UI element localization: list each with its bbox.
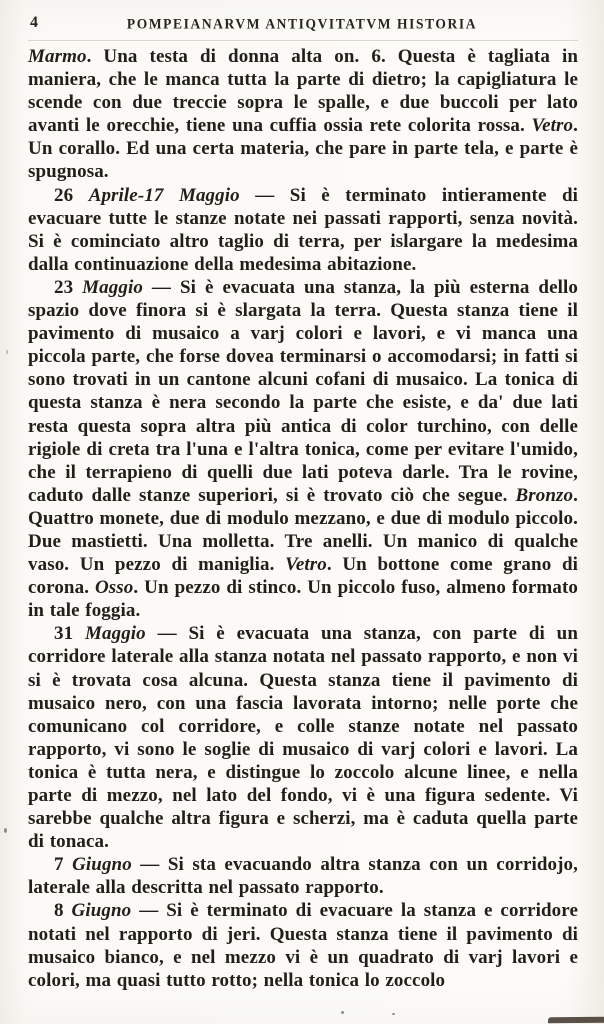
text-run: — Si è evacuata una stanza, con parte di un corridore laterale alla stanza notata nel passato rapporto, e non vi si è trovata cosa alcuna. Questa stanza tiene il pavimento di musaico nero, con una fascia lavorata intorno; nelle porte che comunicano col corridore, e colle stanze notate nel passato rapporto, vi sono le soglie di musaico di varj colori e lavori. La tonica è tutta nera, e distingue lo zoccolo alcune linee, e nella parte di mezzo, nel lato del fondo, vi è una figura sedente. Vi sarebbe qualche altra figura e scherzi, ma è caduta quella parte di tonaca. [28, 623, 578, 853]
text-run-italic: Osso [94, 577, 134, 599]
text-run-italic: Maggio [85, 623, 146, 645]
paragraph [28, 622, 578, 853]
text-run: . Una testa di donna alta on. 6. Questa è tagliata in maniera, che le manca tutta la parte di dietro; la capigliatura le scende con due treccie sopra le spalle, e due buccoli per lato avanti le orecchie, tiene una cuffia ossia rete colorita rossa. [28, 46, 578, 137]
paragraph [28, 184, 578, 276]
running-title: POMPEIANARVM ANTIQVITATVM HISTORIA [126, 15, 478, 32]
text-run-italic: Maggio [82, 276, 143, 298]
text-run: . Un corallo. Ed una certa materia, che pare in parte tela, e parte è spugnosa. [28, 115, 578, 183]
scan-speck [392, 1013, 395, 1015]
text-run: 7 [54, 854, 73, 876]
text-run: 23 [54, 276, 83, 298]
text-run-italic: Giugno [71, 900, 132, 922]
text-run: — Si sta evacuando altra stanza con un corridojo, laterale alla descritta nel passato rapporto. [28, 854, 579, 899]
scan-smudge-bottom-right [548, 1017, 604, 1024]
header-rule [28, 40, 578, 41]
text-run-italic: Vetro [531, 115, 574, 137]
text-run-italic: Bronzo [515, 484, 574, 506]
paragraph [28, 899, 578, 991]
text-run: 26 [54, 184, 89, 206]
text-run: . Quattro monete, due di modulo mezzano, e due di modulo piccolo. Due mastietti. Una molletta. Tre anelli. Un manico di qualche vaso. Un pezzo di maniglia. [28, 484, 578, 576]
text-run: . Un bottone come grano di corona. [28, 554, 578, 599]
page-header [0, 13, 604, 37]
scan-speck [341, 1011, 344, 1014]
scan-speck [6, 350, 8, 354]
text-run-italic: Giugno [72, 854, 132, 876]
paragraph [28, 853, 578, 899]
text-run: — Si è evacuata una stanza, la più esterna dello spazio dove finora si è slargata la terra. Questa stanza tiene il pavimento di musaico a varj colori e lavori, e vi manca una piccola parte, che forse dovea terminarsi o accomodarsi; in fatti si sono trovati in un cantone alcuni cofani di musaico. La tonica di questa stanza è nera secondo la parte che esiste, e da' due lati resta questa sopra altra più antica di color turchino, con delle rigiole di creta tra l'una e l'altra tonica, come per evitare l'umido, che il terrapieno di quelli due lati poteva darle. Tra le rovine, caduto dalle stanze superiori, si è trovato ciò che segue. [28, 276, 578, 506]
paragraph [28, 45, 578, 184]
text-run-italic: Aprile-17 Maggio [88, 184, 240, 206]
text-run: . Un pezzo di stinco. Un piccolo fuso, almeno formato in tale foggia. [28, 577, 578, 622]
page-number: 4 [30, 14, 38, 31]
text-run: 8 [54, 900, 72, 922]
text-run: — Si è terminato intieramente di evacuare tutte le stanze notate nei passati rapporti, senza novità. Si è cominciato altro taglio di terra, per islargare la medesima dalla continuazione della medesima abitazione. [28, 184, 579, 275]
text-run: — Si è terminato di evacuare la stanza e corridore notati nel rapporto di jeri. Questa stanza tiene il pavimento di musaico bianco, e nel mezzo vi è un quadrato di varj lavori e colori, ma quasi tutto rotto; nella tonica lo zoccolo [28, 900, 578, 991]
page-body [28, 45, 578, 992]
paragraph [28, 276, 578, 622]
text-run: 31 [54, 623, 85, 645]
scan-speck [4, 828, 7, 833]
text-run-italic: Marmo [28, 46, 87, 67]
text-run-italic: Vetro [285, 554, 327, 576]
